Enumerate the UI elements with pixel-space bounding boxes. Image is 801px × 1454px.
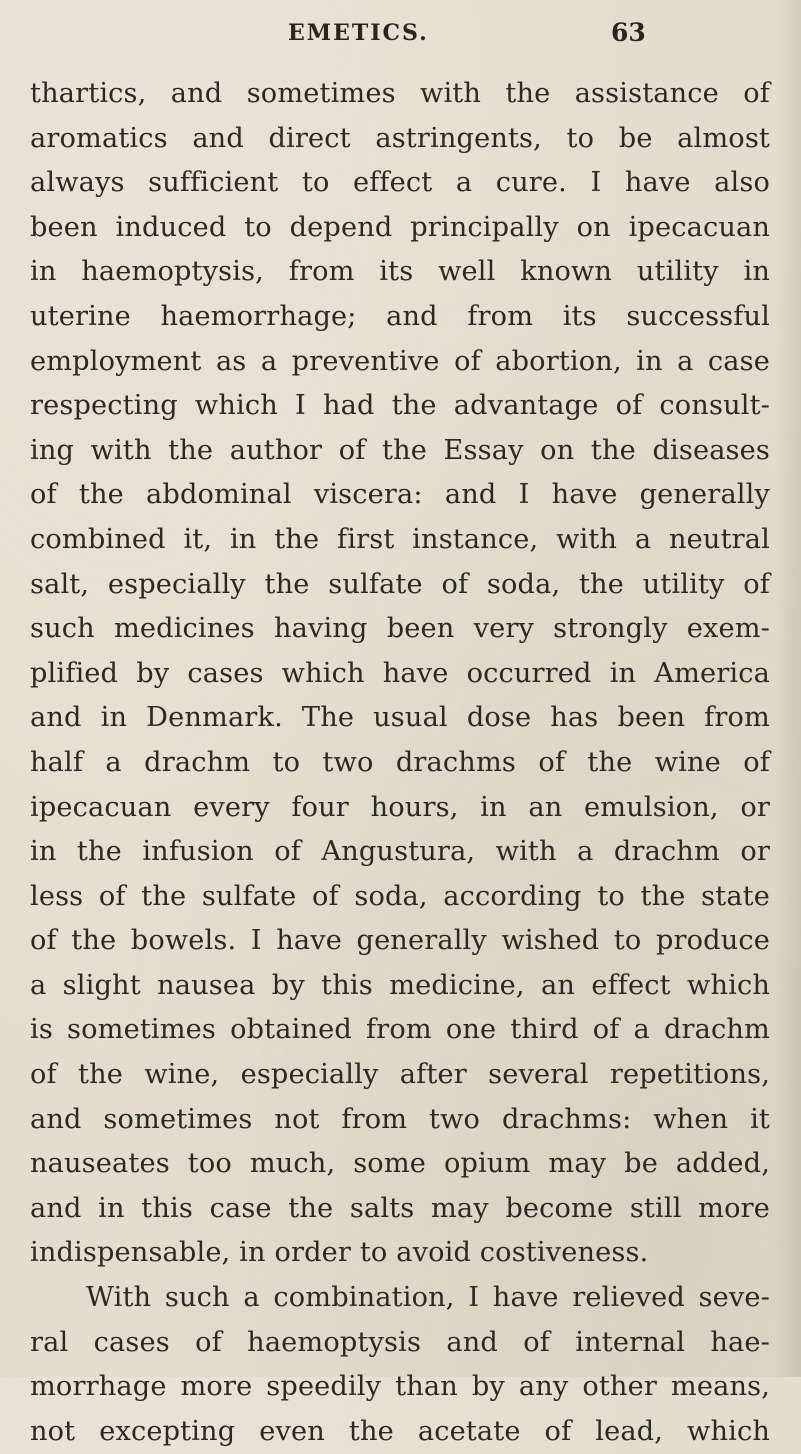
body-text (30, 72, 770, 1454)
text-line: of the abdominal viscera: and I have generally (30, 479, 770, 511)
text-line: salt, especially the sulfate of soda, the utility of (30, 568, 770, 600)
text-line: indispensable, in order to avoid costiveness. (30, 1237, 649, 1269)
text-line: plified by cases which have occurred in America (30, 657, 770, 689)
text-line: employment as a preventive of abortion, in a case (30, 345, 770, 377)
page-number: 63 (611, 18, 646, 47)
text-line: and sometimes not from two drachms: when it (30, 1103, 770, 1135)
text-line: in haemoptysis, from its well known utility in (30, 256, 770, 288)
text-line: always sufficient to effect a cure. I have also (30, 167, 770, 199)
text-line: uterine haemorrhage; and from its successful (30, 300, 770, 332)
text-line: and in Denmark. The usual dose has been from (30, 702, 770, 734)
text-line: half a drachm to two drachms of the wine of (30, 746, 770, 778)
text-line: thartics, and sometimes with the assistance of (30, 78, 770, 109)
text-line: not excepting even the acetate of lead, which (30, 1415, 770, 1447)
text-line: of the bowels. I have generally wished to produce (30, 925, 770, 957)
text-line: a slight nausea by this medicine, an effect which (30, 969, 770, 1001)
text-line: respecting which I had the advantage of consult- (30, 390, 770, 422)
text-line: been induced to depend principally on ipecacuan (30, 211, 770, 243)
text-line: less of the sulfate of soda, according to the state (30, 880, 770, 912)
text-line: ipecacuan every four hours, in an emulsion, or (30, 791, 770, 823)
page-edge-shadow (775, 0, 801, 1377)
text-line: such medicines having been very strongly exem- (30, 613, 770, 645)
text-line: morrhage more speedily than by any other means, (30, 1371, 770, 1403)
text-line: is sometimes obtained from one third of a drachm (30, 1014, 770, 1046)
running-head (0, 16, 801, 56)
text-line: ing with the author of the Essay on the diseases (30, 434, 770, 466)
text-line: and in this case the salts may become still more (30, 1192, 770, 1224)
text-line: combined it, in the first instance, with a neutral (30, 523, 770, 555)
text-line: of the wine, especially after several repetitions, (30, 1059, 770, 1091)
text-line: ral cases of haemoptysis and of internal hae- (30, 1326, 770, 1358)
text-line: in the infusion of Angustura, with a drachm or (30, 836, 770, 868)
paragraph-start-line: With such a combination, I have relieved seve- (86, 1282, 770, 1314)
text-line: nauseates too much, some opium may be added, (30, 1148, 770, 1180)
text-line: aromatics and direct astringents, to be almost (30, 122, 770, 154)
running-title: EMETICS. (288, 20, 429, 46)
